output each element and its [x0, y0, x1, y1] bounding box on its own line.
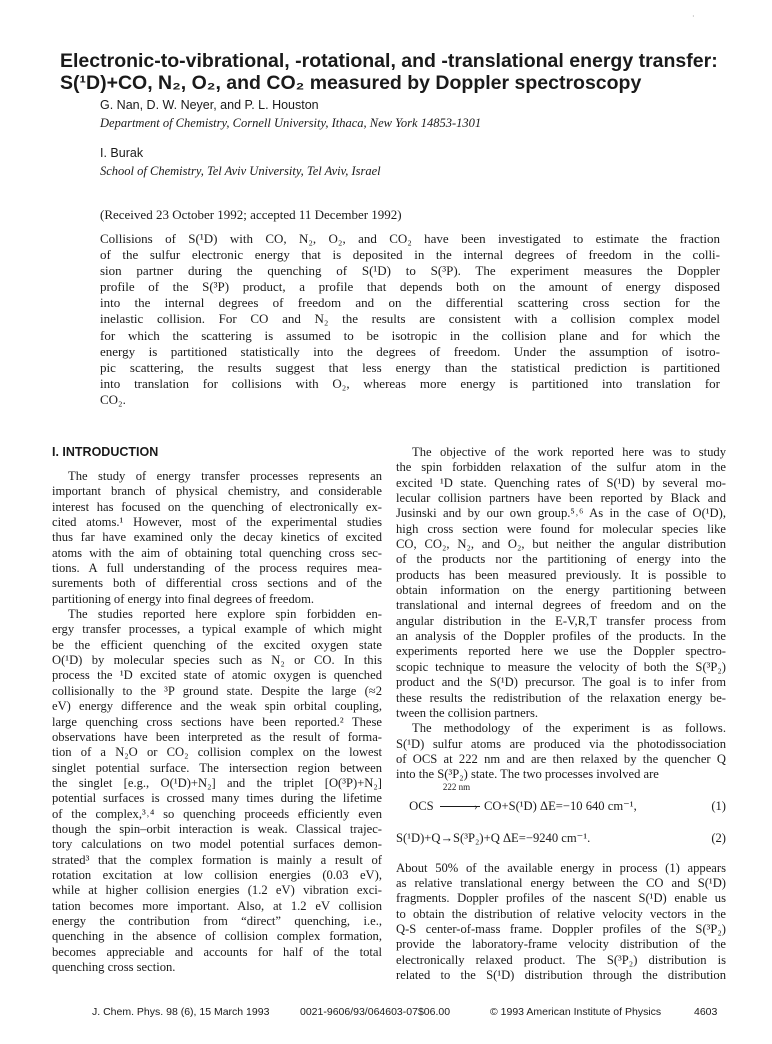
text-line: lecular collision partners have been reported by Black and [396, 491, 726, 506]
equation-2-body: S(¹D)+Q→S(³P₂)+Q ΔE=−9240 cm⁻¹. [396, 830, 591, 845]
text-line: partitioning of energy into final degrees of freedom. [52, 591, 315, 606]
text-line: sion partner during the quenching of S(¹D) to S(³P). The experiment measures the Doppler [100, 263, 720, 279]
text-line: to obtain the distribution of relative velocity vectors in the [396, 906, 726, 921]
text-line: O(¹D) by molecular species such as N₂ or CO. In this [52, 653, 382, 668]
section-heading-introduction: I. INTRODUCTION [52, 445, 159, 459]
equation-2-number: (2) [711, 830, 726, 845]
text-line: tween the collision partners. [396, 705, 538, 720]
text-line: Collisions of S(¹D) with CO, N₂, O₂, and CO₂ have been investigated to estimate the fraction [100, 231, 720, 246]
introduction-text [52, 469, 382, 975]
text-line: energy the contribution from “direct” quenching, i.e., [52, 913, 382, 928]
text-line: of the sulfur electronic energy that is deposited in the internal degrees of freedom in the colli- [100, 247, 720, 263]
text-line: for which the scattering is assumed to be isotropic in the collision plane and for which the [100, 327, 720, 343]
text-line: scopic technique to measure the velocity of both the S(³P₂) [396, 659, 726, 674]
title-line-2: S(¹D)+CO, N₂, O₂, and CO₂ measured by Doppler spectroscopy [60, 72, 642, 94]
text-line: these results the redistribution of the relaxation energy be- [396, 690, 726, 705]
text-line: the spin forbidden relaxation of the sulfur atom in the [396, 460, 726, 475]
objective-text [396, 445, 726, 783]
abstract [100, 231, 720, 408]
text-line: obtain information on the energy partitioning between [396, 583, 726, 598]
received-dates: (Received 23 October 1992; accepted 11 December 1992) [100, 207, 402, 222]
text-line: product and the S(¹D) precursor. The goal is to infer from [396, 675, 726, 690]
text-line: CO, CO₂, N₂, and O₂, but neither the angular distribution [396, 537, 726, 552]
equation-1-number: (1) [711, 798, 726, 813]
text-line: interest has focused on the quenching of electronically ex- [52, 499, 382, 514]
scan-mark: · [692, 12, 695, 21]
footer-code: 0021-9606/93/064603-07$06.00 [300, 1006, 451, 1018]
text-line: large quenching cross sections have been reported.² These [52, 714, 382, 729]
text-line: translational and internal degrees of freedom and on the [396, 598, 726, 613]
text-line: singlet potential surface. The intersection region between [52, 760, 382, 775]
text-line: pic scattering, the results suggest that less energy than the statistical prediction is partitioned [100, 359, 720, 375]
text-line: electronically relaxed product. The S(³P₂) distribution is [396, 952, 726, 967]
text-line: while at higher collision energies (1.2 eV) vibration exci- [52, 883, 382, 898]
text-line: provide the laboratory-frame velocity distribution of the [396, 937, 726, 952]
text-line: related to the S(¹D) distribution through the distribution [396, 967, 726, 982]
text-line: becomes appreciable and accounts for half of the total [52, 944, 382, 959]
text-line: fragments. Doppler profiles of the nascent S(¹D) enable us [396, 891, 726, 906]
footer-journal: J. Chem. Phys. 98 (6), 15 March 1993 [92, 1006, 270, 1018]
left-column [52, 445, 382, 975]
text-line: quenching in the absence of collision complex formation, [52, 929, 382, 944]
right-column [396, 445, 726, 983]
article-title [60, 50, 750, 94]
text-line: inelastic collision. For CO and N₂ the results are consistent with a collision complex model [100, 311, 720, 327]
text-line: process the ¹D excited state of atomic oxygen is quenched [52, 668, 382, 683]
text-line: The studies reported here explore spin forbidden en- [68, 607, 382, 622]
text-line: S(¹D) sulfur atoms are produced via the photodissociation [396, 736, 726, 751]
affiliation-secondary: School of Chemistry, Tel Aviv University, Tel Aviv, Israel [100, 164, 381, 178]
text-line: tions. A full understanding of the process requires mea- [52, 561, 382, 576]
text-line: atoms with the aim of obtaining total quenching cross sec- [52, 545, 382, 560]
text-line: CO₂. [100, 391, 126, 407]
text-line: eV) energy difference and the weak spin orbital coupling, [52, 699, 382, 714]
text-line: of the products nor the partitioning of energy into the [396, 552, 726, 567]
text-line: The study of energy transfer processes represents an [68, 469, 382, 483]
text-line: tation becomes more important. Also, at 1.2 eV collision [52, 898, 382, 913]
text-line: ergy transfer processes, a typical example of which might [52, 622, 382, 637]
text-line: potential surfaces is crossed many times during the lifetime [52, 791, 382, 806]
equation-1-arrow-label: 222 nm [442, 781, 471, 792]
text-line: The objective of the work reported here was to study [412, 445, 726, 459]
reaction-arrow-icon: 222 nm › [437, 793, 481, 821]
text-line: Jusinski and by our own group.⁵˒⁶ As in the case of O(¹D), [396, 506, 726, 521]
authors-primary: G. Nan, D. W. Neyer, and P. L. Houston [100, 98, 319, 112]
text-line: the singlet [e.g., O(¹D)+N₂] and the triplet [O(³P)+N₂] [52, 775, 382, 790]
footer-page-number: 4603 [694, 1006, 718, 1018]
text-line: of OCS at 222 nm and are then relaxed by the quencher Q [396, 751, 726, 766]
text-line: experiments reported here we use the Doppler spectro- [396, 644, 726, 659]
text-line: observations have been interpreted as the result of forma- [52, 729, 382, 744]
text-line: into translation for collisions with O₂, whereas more energy is partitioned into translation for [100, 375, 720, 391]
text-line: as relative translational energy between the CO and S(¹D) [396, 875, 726, 890]
text-line: thus far have examined only the decay kinetics of excited [52, 530, 382, 545]
text-line: profile of the S(³P) product, a profile that depends both on the amount of energy disposed [100, 279, 720, 295]
text-line: About 50% of the available energy in process (1) appears [396, 860, 726, 875]
equation-2 [396, 825, 726, 851]
authors-secondary: I. Burak [100, 146, 144, 160]
text-line: tory calculations on two model potential surfaces demon- [52, 837, 382, 852]
title-line-1: Electronic-to-vibrational, -rotational, and -translational energy transfer: [60, 50, 718, 72]
text-line: The methodology of the experiment is as follows. [412, 721, 726, 736]
text-line: of the complex,³˒⁴ so quenching proceeds efficiently even [52, 806, 382, 821]
text-line: collisionally to the ³P ground state. Despite the large (≈2 [52, 683, 382, 698]
equation-1-reactant: OCS [409, 798, 434, 813]
text-line: angular distribution in the E-V,R,T transfer process from [396, 613, 726, 628]
equation-1 [396, 781, 726, 819]
text-line: rotation excitation at low collision energies (0.03 eV), [52, 867, 382, 882]
text-line: into the S(³P₂) state. The two processes involved are [396, 767, 659, 782]
text-line: an analysis of the Doppler profiles of the products. In the [396, 629, 726, 644]
text-line: high cross section were found for molecular species like [396, 521, 726, 536]
text-line: tion of a N₂O or CO₂ collision complex on the lowest [52, 745, 382, 760]
text-line: though the spin–orbit interaction is weak. Classical trajec- [52, 821, 382, 836]
footer-copyright: © 1993 American Institute of Physics [490, 1006, 662, 1018]
text-line: be the efficient quenching of the excited oxygen state [52, 637, 382, 652]
text-line: cited atoms.¹ However, most of the experimental studies [52, 515, 382, 530]
text-line: strated³ that the complex formation is mainly a result of [52, 852, 382, 867]
text-line: important branch of physical chemistry, and considerable [52, 484, 382, 499]
text-line: surements both of differential cross sections and of the [52, 576, 382, 591]
text-line: energy is partitioned statistically into the degrees of freedom. Under the assumption of isotro- [100, 343, 720, 359]
methodology-text [396, 861, 726, 984]
text-line: into the internal degrees of freedom and on the differential scattering cross section for the [100, 295, 720, 311]
text-line: Q-S center-of-mass frame. Doppler profiles of the S(³P₂) [396, 921, 726, 936]
text-line: quenching cross section. [52, 960, 176, 974]
affiliation-primary: Department of Chemistry, Cornell University, Ithaca, New York 14853-1301 [100, 116, 482, 130]
equation-1-products: CO+S(¹D) ΔE=−10 640 cm⁻¹, [483, 798, 637, 813]
text-line: excited ¹D state. Quenching rates of S(¹D) by several mo- [396, 475, 726, 490]
text-line: products has been measured previously. It is possible to [396, 567, 726, 582]
